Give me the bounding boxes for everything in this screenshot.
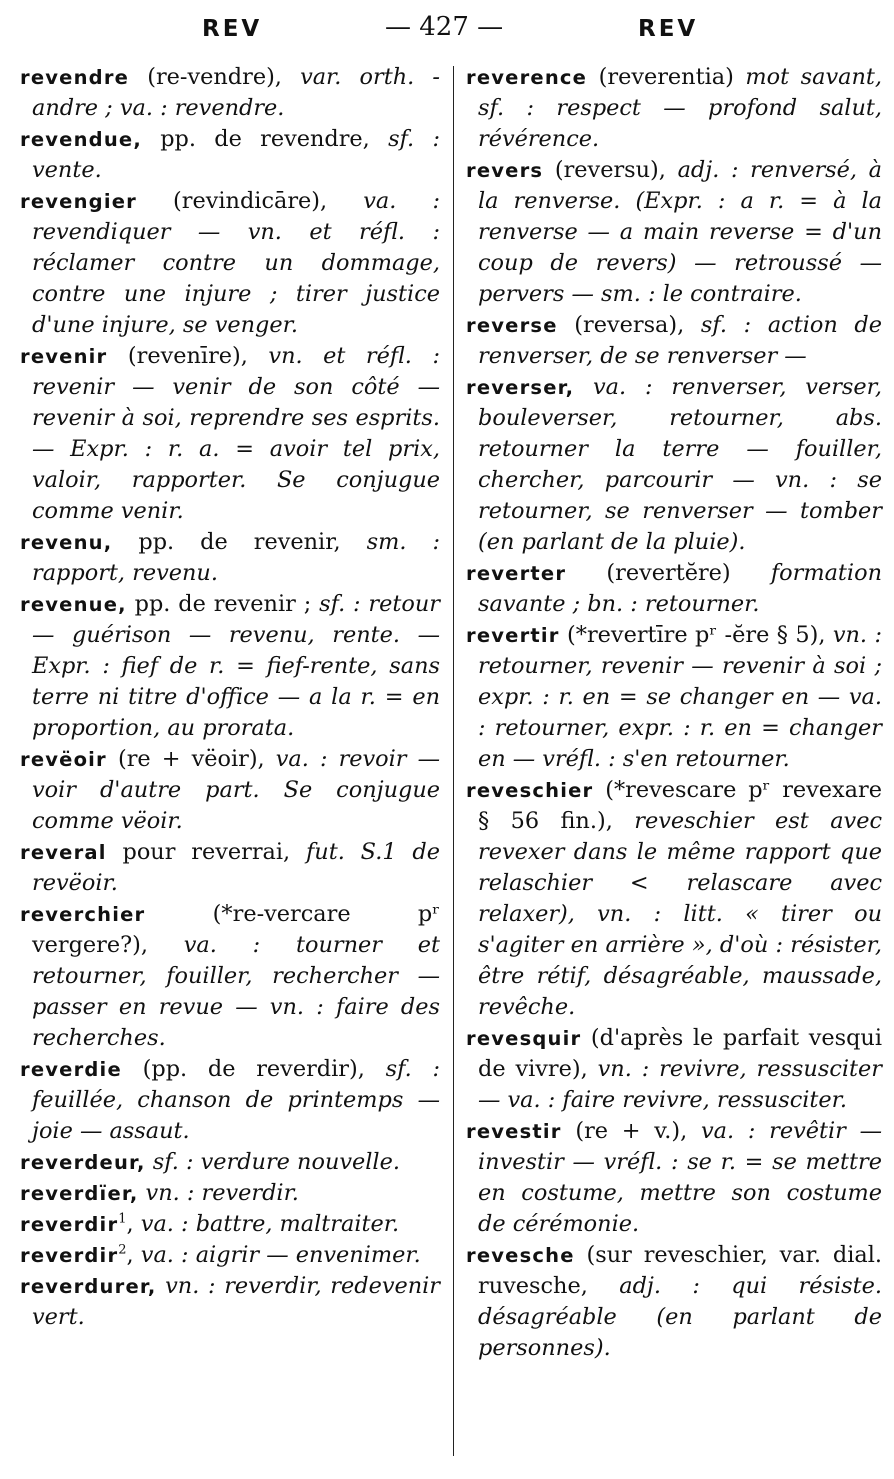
entry-etymology: (re-vendre),	[129, 64, 301, 90]
entry-headword: revestir	[466, 1120, 562, 1143]
dictionary-entry	[466, 558, 882, 620]
entry-etymology	[156, 1273, 165, 1299]
entry-definition: reveschier est avec revexer dans le même rapport que relaschier < relascare avec relaxer), vn. : litt. « tirer ou s'agiter en arrière », d'où : résister, être rétif, désagréable, maussade, revêche.	[478, 808, 882, 1020]
entry-etymology: (revertĕre)	[566, 560, 771, 586]
entry-etymology: (d'après le parfait vesqui de vivre),	[478, 1025, 882, 1082]
dictionary-entry	[466, 1023, 882, 1116]
entry-etymology: (*revescare pʳ revexare § 56 fin.),	[478, 777, 882, 834]
entry-etymology: pour reverrai,	[106, 839, 306, 865]
entry-definition: sf. : verdure nouvelle.	[152, 1149, 400, 1175]
entry-definition: sm. : rapport, revenu.	[32, 529, 440, 586]
entry-definition: sf. : feuillée, chanson de printemps — joie — assaut.	[32, 1056, 440, 1144]
entry-headword: reverdeur,	[20, 1151, 146, 1174]
dictionary-entry	[466, 1240, 882, 1364]
entry-definition: vn. et réfl. : revenir — venir de son côté — revenir à soi, reprendre ses esprits. — Expr. : r. a. = avoir tel prix, valoir, rapporter. Se conjugue comme venir.	[32, 343, 440, 524]
entry-definition: va. : renverser, verser, bouleverser, retourner, abs. retourner la terre — fouiller, chercher, parcourir — vn. : se retourner, se renverser — tomber (en parlant de la pluie).	[478, 374, 882, 555]
dictionary-entry	[466, 155, 882, 310]
entry-definition: va. : revoir — voir d'autre part. Se conjugue comme vëoir.	[32, 746, 440, 834]
entry-etymology: (pp. de reverdir),	[121, 1056, 386, 1082]
entry-headword: revenue,	[20, 593, 127, 616]
entry-definition: adj. : qui résiste. désagréable (en parlant de personnes).	[478, 1273, 882, 1361]
dictionary-entry	[20, 527, 440, 589]
entry-etymology: (revindicāre),	[136, 188, 364, 214]
dictionary-entry	[20, 186, 440, 341]
entry-headword: revertir	[466, 624, 560, 647]
entry-etymology: (reversu),	[543, 157, 678, 183]
entry-headword: revesche	[466, 1244, 575, 1267]
entry-definition: vn. : reverdir, redevenir vert.	[32, 1273, 441, 1330]
entry-headword: reverdïer,	[20, 1182, 139, 1205]
entry-etymology: (reversa),	[557, 312, 701, 338]
column-divider	[453, 66, 454, 1456]
header-right-keyword: REV	[638, 16, 699, 42]
left-column	[20, 62, 440, 1333]
entry-etymology: (*re-vercare pʳ vergere?),	[32, 901, 440, 958]
entry-definition: sf. : vente.	[32, 126, 440, 183]
entry-headword: reveral	[20, 841, 107, 864]
entry-superscript: 1	[118, 1211, 127, 1227]
entry-headword: reverence	[466, 66, 588, 89]
entry-etymology	[138, 1180, 145, 1206]
right-column	[466, 62, 882, 1364]
entry-etymology: pp. de revendre,	[141, 126, 389, 152]
entry-headword: reveschier	[466, 779, 594, 802]
entry-etymology: (sur reveschier, var. dial. ruvesche,	[478, 1242, 882, 1299]
dictionary-entry	[20, 1054, 440, 1147]
dictionary-entry	[20, 1178, 440, 1209]
entry-definition: formation savante ; bn. : retourner.	[478, 560, 882, 617]
dictionary-entry	[466, 620, 882, 775]
entry-headword: revëoir	[20, 748, 107, 771]
entry-headword: reverchier	[20, 903, 146, 926]
entry-etymology	[146, 1149, 153, 1175]
entry-definition: sf. : retour — guérison — revenu, rente. — Expr. : fief de r. = fief-rente, sans terre ni titre d'office — a la r. = en proportion, au prorata.	[32, 591, 440, 741]
entry-etymology: pp. de revenir ;	[126, 591, 320, 617]
dictionary-entry	[20, 1240, 440, 1271]
entry-headword: reverse	[466, 314, 558, 337]
dictionary-entry	[466, 1116, 882, 1240]
entry-headword: revenir	[20, 345, 108, 368]
dictionary-entry	[20, 837, 440, 899]
dictionary-entry	[466, 310, 882, 372]
dictionary-entry	[466, 775, 882, 1023]
entry-definition: va. : revendiquer — vn. et réfl. : réclamer contre un dommage, contre une injure ; tirer justice d'une injure, se venger.	[32, 188, 440, 338]
entry-headword: reverdir	[20, 1244, 119, 1267]
entry-definition: var. orth. -andre ; va. : revendre.	[32, 64, 440, 121]
dictionary-entry	[20, 1271, 440, 1333]
page-number: — 427 —	[385, 12, 504, 42]
entry-definition: sf. : action de renverser, de se renverser —	[478, 312, 882, 369]
entry-superscript: 2	[118, 1242, 127, 1258]
entry-headword: revengier	[20, 190, 137, 213]
entry-headword: revendue,	[20, 128, 142, 151]
entry-etymology: ,	[126, 1242, 141, 1268]
entry-headword: reverser,	[466, 376, 575, 399]
entry-definition: mot savant, sf. : respect — profond salut, révérence.	[478, 64, 882, 152]
entry-etymology: pp. de revenir,	[112, 529, 367, 555]
header-left-keyword: REV	[202, 16, 263, 42]
entry-headword: reverdie	[20, 1058, 122, 1081]
dictionary-entry	[466, 372, 882, 558]
entry-etymology	[574, 374, 593, 400]
entry-etymology: (*revertīre pʳ -ĕre § 5),	[559, 622, 833, 648]
entry-headword: reverter	[466, 562, 567, 585]
dictionary-entry	[20, 744, 440, 837]
dictionary-entry	[20, 1147, 440, 1178]
entry-headword: revesquir	[466, 1027, 582, 1050]
dictionary-entry	[20, 1209, 440, 1240]
dictionary-entry	[20, 62, 440, 124]
entry-etymology: (revenīre),	[107, 343, 269, 369]
entry-headword: revers	[466, 159, 544, 182]
entry-headword: reverdir	[20, 1213, 119, 1236]
entry-etymology: (re + vëoir),	[106, 746, 276, 772]
entry-etymology: (re + v.),	[561, 1118, 701, 1144]
entry-headword: revendre	[20, 66, 130, 89]
dictionary-entry	[20, 341, 440, 527]
entry-definition: va. : aigrir — envenimer.	[140, 1242, 421, 1268]
entry-definition: vn. : retourner, revenir — revenir à soi ; expr. : r. en = se changer en — va. : retourner, expr. : r. en = changer en — vréfl. : s'en retourner.	[478, 622, 882, 772]
entry-definition: va. : revêtir — investir — vréfl. : se r. = se mettre en costume, mettre son costume de cérémonie.	[478, 1118, 882, 1237]
dictionary-entry	[20, 589, 440, 744]
entry-headword: reverdurer,	[20, 1275, 157, 1298]
entry-definition: fut. S.1 de revëoir.	[32, 839, 440, 896]
dictionary-entry	[466, 62, 882, 155]
entry-definition: va. : tourner et retourner, fouiller, rechercher — passer en revue — vn. : faire des recherches.	[32, 932, 440, 1051]
dictionary-entry	[20, 124, 440, 186]
entry-etymology: (reverentia)	[587, 64, 746, 90]
entry-definition: vn. : revivre, ressusciter — va. : faire revivre, ressusciter.	[478, 1056, 882, 1113]
entry-headword: revenu,	[20, 531, 113, 554]
page-header	[0, 10, 894, 50]
entry-etymology: ,	[126, 1211, 141, 1237]
dictionary-entry	[20, 899, 440, 1054]
entry-definition: va. : battre, maltraiter.	[140, 1211, 400, 1237]
entry-definition: adj. : renversé, à la renverse. (Expr. : a r. = à la renverse — a main reverse = d'un coup de revers) — retroussé — pervers — sm. : le contraire.	[478, 157, 883, 307]
entry-definition: vn. : reverdir.	[145, 1180, 299, 1206]
